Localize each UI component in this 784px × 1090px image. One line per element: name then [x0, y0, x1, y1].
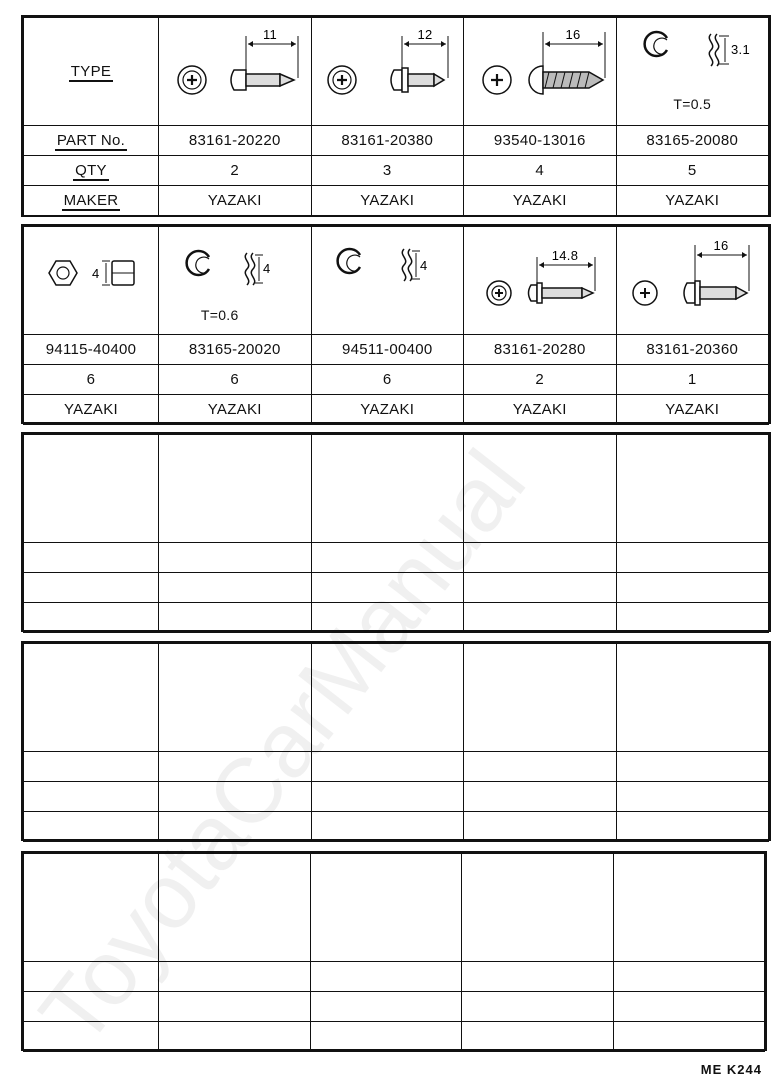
type-cell-83161-20380 [311, 18, 464, 126]
maker-cell: YAZAKI [464, 395, 617, 425]
type-cell-94511-00400 [311, 227, 464, 335]
dim-label: 4 [419, 258, 428, 273]
dim-label: 11 [262, 26, 277, 42]
qty-cell: 6 [24, 365, 159, 395]
spring-washer-icon [619, 22, 769, 98]
maker-cell: YAZAKI [24, 395, 159, 425]
type-cell-83165-20020 [159, 227, 312, 335]
part-no-cell: 83161-20360 [616, 335, 769, 365]
type-cell-83161-20360 [616, 227, 769, 335]
qty-cell: 2 [159, 156, 312, 186]
dim-label: 16 [713, 237, 729, 253]
type-label: TYPE [24, 18, 159, 126]
empty-table-3 [21, 432, 771, 632]
maker-cell: YAZAKI [311, 186, 464, 216]
screw-pan-head-icon [617, 231, 767, 331]
qty-cell: 6 [159, 365, 312, 395]
part-no-cell: 83161-20220 [159, 126, 312, 156]
empty-table-5 [21, 851, 767, 1051]
thickness-label: T=0.6 [200, 307, 239, 323]
qty-cell: 6 [311, 365, 464, 395]
type-cell-83165-20080 [616, 18, 769, 126]
dim-label: 4 [263, 261, 271, 276]
thickness-label: T=0.5 [673, 96, 712, 112]
dim-label: 14.8 [551, 247, 579, 263]
watermark: ToyotaCarManual [20, 432, 546, 1064]
screw-washer-icon [312, 22, 462, 122]
qty-cell: 2 [464, 365, 617, 395]
spring-washer-icon [159, 237, 309, 313]
maker-cell: YAZAKI [616, 395, 769, 425]
maker-cell: YAZAKI [616, 186, 769, 216]
part-no-label: PART No. [24, 126, 159, 156]
parts-table-1 [21, 15, 771, 217]
maker-label: MAKER [24, 186, 159, 216]
dim-label: 16 [565, 26, 581, 42]
maker-cell: YAZAKI [159, 186, 312, 216]
part-no-cell: 83161-20280 [464, 335, 617, 365]
qty-cell: 3 [311, 156, 464, 186]
part-no-cell: 94115-40400 [24, 335, 159, 365]
empty-table-4 [21, 641, 771, 841]
type-cell-93540-13016 [464, 18, 617, 126]
parts-table-2 [21, 224, 771, 424]
qty-cell: 4 [464, 156, 617, 186]
dim-label: 12 [417, 26, 433, 42]
part-no-cell: 83161-20380 [311, 126, 464, 156]
maker-cell: YAZAKI [311, 395, 464, 425]
maker-cell: YAZAKI [464, 186, 617, 216]
dim-label: 3.1 [730, 42, 750, 57]
part-no-cell: 83165-20080 [616, 126, 769, 156]
type-cell-83161-20280 [464, 227, 617, 335]
dim-label: 4 [92, 265, 100, 281]
part-no-cell: 93540-13016 [464, 126, 617, 156]
qty-label: QTY [24, 156, 159, 186]
spring-washer-icon [312, 235, 462, 311]
part-no-cell: 94511-00400 [311, 335, 464, 365]
screw-washer-icon [465, 231, 615, 331]
type-cell-83161-20220 [159, 18, 312, 126]
part-no-cell: 83165-20020 [159, 335, 312, 365]
page-code: ME K244 [700, 1062, 762, 1077]
screw-pan-head-icon [160, 22, 310, 122]
maker-cell: YAZAKI [159, 395, 312, 425]
qty-cell: 5 [616, 156, 769, 186]
tapping-screw-icon [465, 22, 615, 122]
qty-cell: 1 [616, 365, 769, 395]
